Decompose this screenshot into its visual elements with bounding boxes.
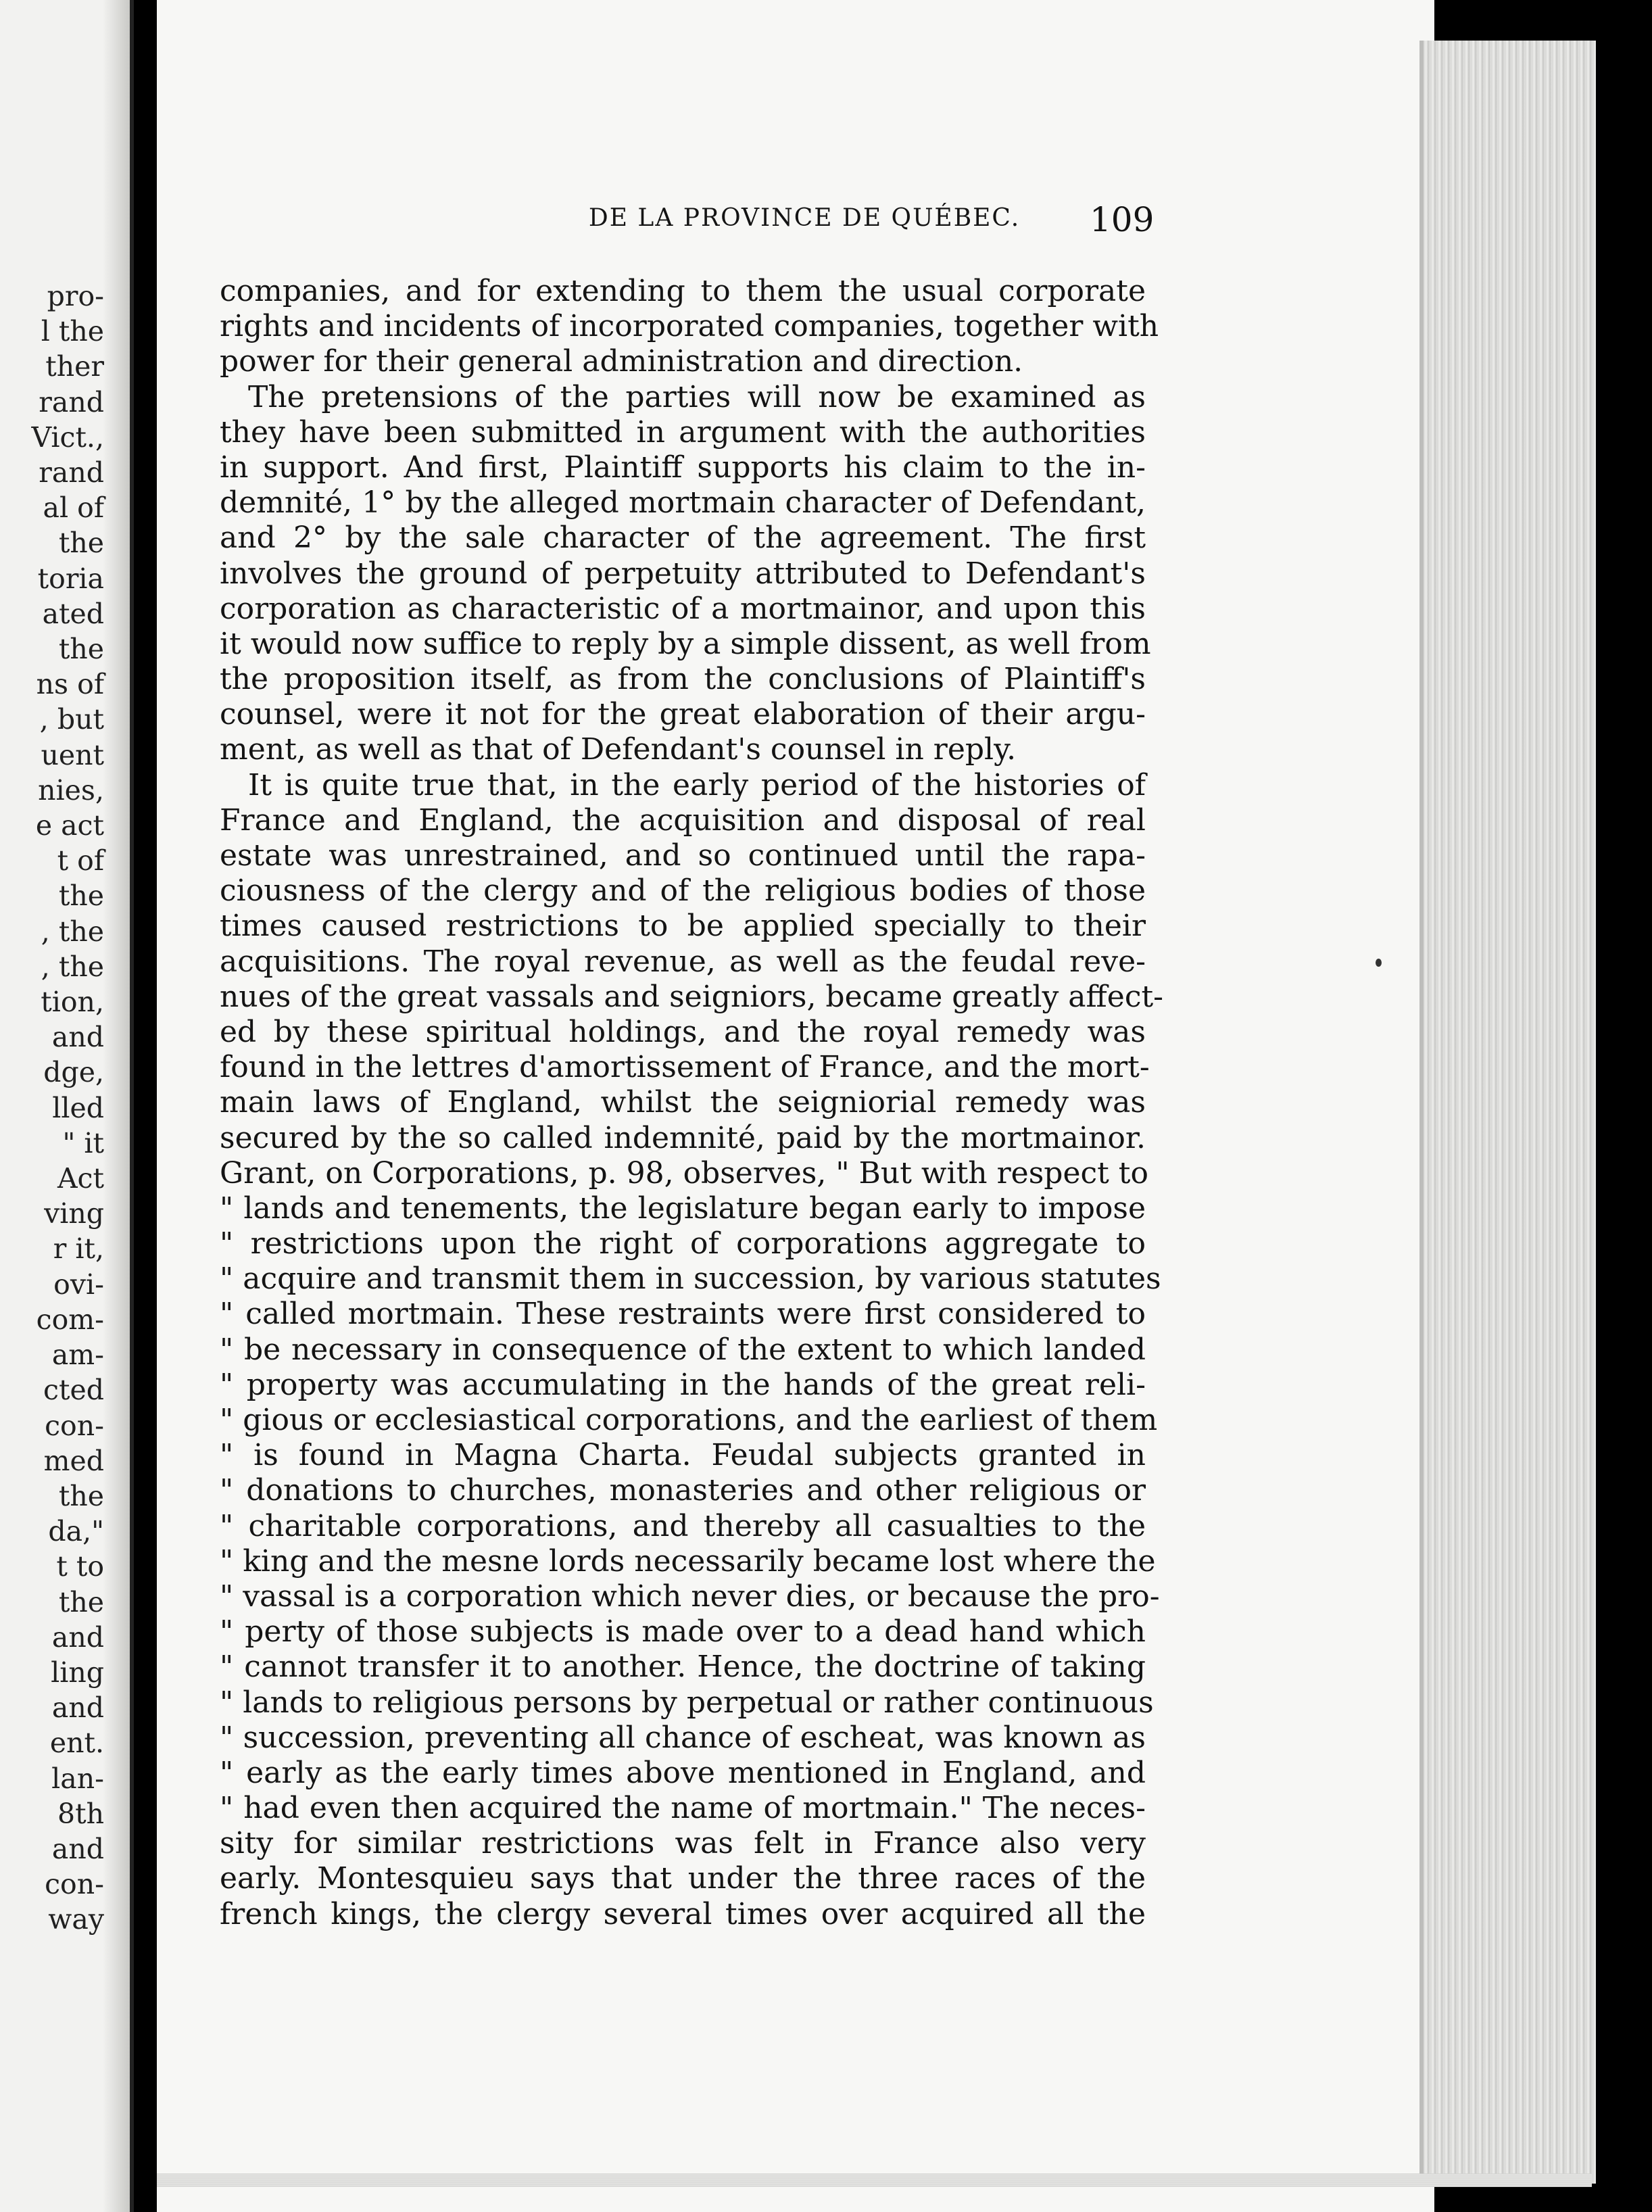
left-page-line: ther <box>45 350 104 383</box>
text-line: The pretensions of the parties will now be examined as <box>248 379 1146 414</box>
left-page-line: 8th <box>57 1797 104 1830</box>
text-line: " restrictions upon the right of corporations aggregate to <box>220 1226 1146 1261</box>
text-line: " acquire and transmit them in succession, by various statutes <box>220 1261 1161 1297</box>
text-line: counsel, were it not for the great elaboration of their argu- <box>220 697 1146 732</box>
left-page-line: the <box>58 1585 104 1618</box>
text-line: It is quite true that, in the early period of the histories of <box>248 767 1146 802</box>
left-page-line: and <box>51 1620 104 1654</box>
text-line: it would now suffice to reply by a simple dissent, as well from <box>220 626 1151 661</box>
left-page-line: the <box>58 880 104 913</box>
left-page-line: lan- <box>51 1762 104 1795</box>
text-line: times caused restrictions to be applied specially to their <box>220 909 1146 944</box>
text-line: " cannot transfer it to another. Hence, the doctrine of taking <box>220 1650 1146 1685</box>
text-line: involves the ground of perpetuity attributed to Defendant's <box>220 556 1146 591</box>
text-line: " succession, preventing all chance of escheat, was known as <box>220 1720 1146 1755</box>
left-page-line: cted <box>43 1374 104 1407</box>
text-line: " charitable corporations, and thereby all casualties to the <box>220 1508 1146 1543</box>
left-page-line: , the <box>41 950 104 983</box>
text-line: rights and incidents of incorporated companies, together with <box>220 309 1159 344</box>
text-line: and 2° by the sale character of the agreement. The first <box>220 521 1146 556</box>
text-line: " be necessary in consequence of the extent to which landed <box>220 1332 1146 1367</box>
left-page-line: ns of <box>36 668 104 701</box>
left-page-line: nies, <box>38 773 104 807</box>
left-page-line: da," <box>48 1515 104 1548</box>
left-page-gutter <box>103 0 130 2212</box>
text-line: ciousness of the clergy and of the religious bodies of those <box>220 873 1146 909</box>
left-page-line: lled <box>52 1091 104 1124</box>
page-edges <box>1419 41 1596 2184</box>
text-line: nues of the great vassals and seigniors, became greatly affect- <box>220 979 1164 1014</box>
left-page-line: r it, <box>53 1232 104 1266</box>
left-page-line: Act <box>57 1162 104 1195</box>
text-line: " lands and tenements, the legislature began early to impose <box>220 1191 1146 1226</box>
left-page-line: way <box>48 1903 104 1936</box>
text-line: found in the lettres d'amortissement of France, and the mort- <box>220 1050 1150 1085</box>
left-page-line: t to <box>56 1550 104 1583</box>
text-line: " lands to religious persons by perpetual or rather continuous <box>220 1685 1154 1720</box>
left-page-line: ling <box>51 1656 104 1689</box>
left-page-line: com- <box>36 1303 104 1336</box>
left-page-line: con- <box>45 1409 104 1442</box>
text-line: France and England, the acquisition and disposal of real <box>220 802 1146 838</box>
left-page-line: and <box>51 1832 104 1865</box>
text-line: secured by the so called indemnité, paid by the mortmainor. <box>220 1120 1146 1155</box>
left-page-line: dge, <box>43 1056 104 1089</box>
left-page-line: ving <box>44 1197 104 1230</box>
left-page-line: l the <box>41 315 104 348</box>
left-page-line: pro- <box>47 280 104 312</box>
text-line: " vassal is a corporation which never dies, or because the pro- <box>220 1579 1160 1614</box>
left-page-line: t of <box>57 844 104 877</box>
left-page-line: and <box>51 1021 104 1054</box>
running-head: DE LA PROVINCE DE QUÉBEC. <box>588 204 1021 232</box>
text-line: " donations to churches, monasteries and other religious or <box>220 1473 1146 1508</box>
left-page-line: the <box>58 633 104 666</box>
left-page <box>0 0 134 2212</box>
left-page-text <box>31 279 104 1938</box>
text-line: ed by these spiritual holdings, and the royal remedy was <box>220 1014 1146 1049</box>
text-line: the proposition itself, as from the conclusions of Plaintiff's <box>220 662 1146 697</box>
left-page-line: the <box>58 1479 104 1512</box>
text-line: power for their general administration and direction. <box>220 344 1023 379</box>
left-page-line: ated <box>42 597 104 630</box>
text-line: ment, as well as that of Defendant's counsel in reply. <box>220 732 1017 767</box>
left-page-line: e act <box>35 809 104 842</box>
page-number: 109 <box>1090 200 1155 239</box>
left-page-line: the <box>58 527 104 560</box>
left-page-line: , but <box>39 703 104 736</box>
text-line: corporation as characteristic of a mortmainor, and upon this <box>220 591 1146 626</box>
text-line: acquisitions. The royal revenue, as well as the feudal reve- <box>220 944 1146 979</box>
margin-mark <box>1376 959 1382 967</box>
text-line: " property was accumulating in the hands of the great reli- <box>220 1367 1146 1402</box>
left-page-line: tion, <box>41 986 104 1019</box>
left-page-line: rand <box>39 385 104 418</box>
text-line: " early as the early times above mentioned in England, and <box>220 1755 1146 1790</box>
text-line: " perty of those subjects is made over to a dead hand which <box>220 1614 1146 1650</box>
text-line: estate was unrestrained, and so continued until the rapa- <box>220 838 1146 873</box>
left-page-line: ovi- <box>53 1268 104 1301</box>
text-line: Grant, on Corporations, p. 98, observes, " But with respect to <box>220 1155 1148 1191</box>
left-page-line: con- <box>45 1868 104 1901</box>
left-page-line: toria <box>37 562 104 595</box>
text-line: " is found in Magna Charta. Feudal subjects granted in <box>220 1438 1146 1473</box>
body-text <box>220 274 1164 1932</box>
text-line: early. Montesquieu says that under the three races of the <box>220 1861 1146 1896</box>
page-edges-bottom <box>157 2173 1592 2187</box>
left-page-line: " it <box>62 1126 104 1159</box>
text-line: " gious or ecclesiastical corporations, and the earliest of them <box>220 1403 1158 1437</box>
left-page-line: ent. <box>49 1727 104 1760</box>
left-page-line: and <box>51 1691 104 1725</box>
left-page-line: uent <box>41 738 104 771</box>
text-line: main laws of England, whilst the seigniorial remedy was <box>220 1085 1146 1120</box>
text-line: in support. And first, Plaintiff supports his claim to the in- <box>220 450 1146 485</box>
left-page-line: med <box>43 1444 104 1477</box>
left-page-line: , the <box>41 915 104 948</box>
text-line: demnité, 1° by the alleged mortmain character of Defendant, <box>220 485 1146 521</box>
left-page-line: am- <box>51 1339 104 1372</box>
text-line: french kings, the clergy several times over acquired all the <box>220 1896 1146 1931</box>
text-line: sity for similar restrictions was felt in France also very <box>220 1826 1146 1861</box>
text-line: they have been submitted in argument with the authorities <box>220 414 1146 450</box>
text-line: " called mortmain. These restraints were first considered to <box>220 1297 1146 1332</box>
text-line: " had even then acquired the name of mortmain." The neces- <box>220 1791 1146 1826</box>
text-line: companies, and for extending to them the usual corporate <box>220 274 1146 308</box>
text-line: " king and the mesne lords necessarily became lost where the <box>220 1543 1156 1579</box>
left-page-line: Vict., <box>31 420 104 454</box>
left-page-line: rand <box>39 456 104 489</box>
left-page-line: al of <box>43 491 104 525</box>
